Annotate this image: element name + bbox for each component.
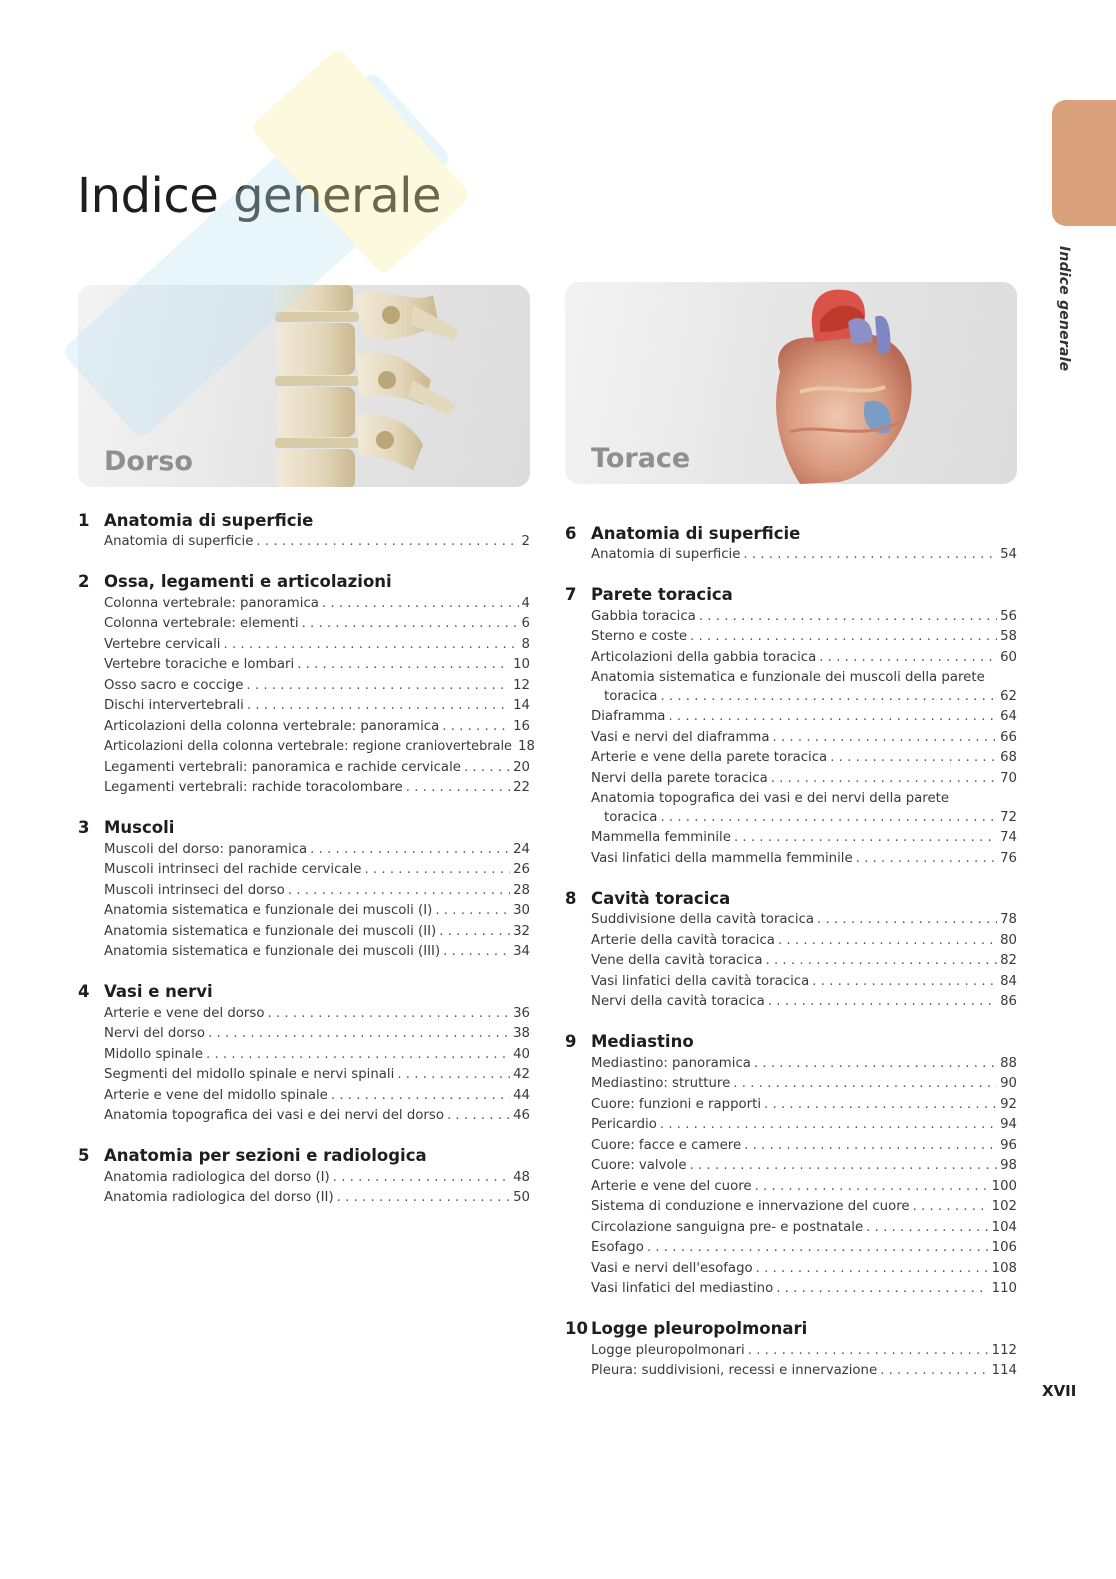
banner-title: Torace xyxy=(591,443,691,474)
dot-leader xyxy=(310,840,510,861)
entry-page: 2 xyxy=(521,534,530,549)
toc-entry[interactable] xyxy=(104,614,530,635)
entry-title: Logge pleuropolmonari xyxy=(591,1342,745,1358)
chapter-number: 9 xyxy=(565,1032,577,1051)
toc-entry[interactable] xyxy=(591,789,1017,828)
dot-leader xyxy=(690,1156,998,1177)
entry-title: Anatomia di superficie xyxy=(591,547,741,562)
toc-entry[interactable] xyxy=(591,748,1017,769)
entry-title: Suddivisione della cavità toracica xyxy=(591,912,815,927)
chapter-number: 3 xyxy=(78,818,90,837)
entry-page: 70 xyxy=(1000,770,1017,786)
chapter-number: 7 xyxy=(565,585,577,604)
dot-leader xyxy=(464,758,510,779)
toc-entry[interactable] xyxy=(104,696,530,717)
entry-page: 34 xyxy=(513,944,530,959)
entry-page: 32 xyxy=(513,923,530,939)
dot-leader xyxy=(880,1361,988,1382)
toc-entry[interactable] xyxy=(591,972,1017,993)
toc-entry[interactable] xyxy=(104,1065,530,1086)
entry-title: Articolazioni della colonna vertebrale: panoramica xyxy=(104,718,440,734)
dot-leader xyxy=(406,778,510,799)
entry-page: 58 xyxy=(1000,629,1017,644)
toc-entry[interactable] xyxy=(104,676,530,697)
toc-entry[interactable] xyxy=(104,594,530,615)
toc-entry[interactable] xyxy=(591,828,1017,849)
entry-page: 50 xyxy=(513,1190,530,1205)
banner-torace xyxy=(565,282,1017,484)
toc-entry[interactable] xyxy=(591,545,1017,566)
chapter xyxy=(78,1144,530,1209)
entry-title: Articolazioni della gabbia toracica xyxy=(591,649,817,665)
toc-right-column xyxy=(565,521,1017,1399)
banner-dorso xyxy=(78,285,530,487)
chapter xyxy=(565,583,1017,870)
entry-page: 86 xyxy=(1000,994,1017,1009)
entry-title: Colonna vertebrale: panoramica xyxy=(104,595,319,611)
entry-page: 60 xyxy=(1000,649,1017,665)
page-title: Indice generale xyxy=(77,168,442,224)
entry-page: 74 xyxy=(1000,830,1017,845)
entry-title: Anatomia radiologica del dorso (II) xyxy=(104,1190,334,1205)
toc-entry[interactable] xyxy=(591,1238,1017,1259)
entry-page: 92 xyxy=(1000,1096,1017,1112)
entry-page: 84 xyxy=(1000,973,1017,989)
toc-entry[interactable] xyxy=(104,1188,530,1209)
dot-leader xyxy=(439,922,510,943)
entry-title: Muscoli intrinseci del rachide cervicale xyxy=(104,862,362,877)
entry-title: Colonna vertebrale: elementi xyxy=(104,616,299,631)
entry-page: 54 xyxy=(1000,547,1017,562)
toc-entry[interactable] xyxy=(591,1136,1017,1157)
dot-leader xyxy=(247,696,510,717)
entry-page: 112 xyxy=(991,1342,1017,1358)
entry-page: 22 xyxy=(513,780,530,795)
chapter-number: 4 xyxy=(78,982,90,1001)
heart-anatomy-icon xyxy=(760,282,930,484)
entry-title: Sterno e coste xyxy=(591,629,688,644)
entry-title: Anatomia radiologica del dorso (I) xyxy=(104,1169,330,1185)
toc-entry[interactable] xyxy=(104,901,530,922)
banner-title: Dorso xyxy=(104,446,193,477)
chapter xyxy=(565,521,1017,566)
toc-entry[interactable] xyxy=(104,758,530,779)
dot-leader xyxy=(267,1004,510,1025)
toc-entry[interactable] xyxy=(104,1106,530,1127)
entry-title: Nervi della parete toracica xyxy=(591,770,768,786)
toc-entry[interactable] xyxy=(591,1218,1017,1239)
toc-entry[interactable] xyxy=(591,1361,1017,1382)
entry-title: Arterie e vene del dorso xyxy=(104,1005,265,1021)
entry-title: Nervi della cavità toracica xyxy=(591,994,765,1009)
entry-page: 62 xyxy=(1000,689,1017,704)
chapter xyxy=(78,508,530,553)
toc-entry[interactable] xyxy=(104,922,530,943)
entry-title: Muscoli del dorso: panoramica xyxy=(104,841,308,857)
entry-title: Vasi linfatici della cavità toracica xyxy=(591,973,810,989)
entry-page: 38 xyxy=(513,1026,530,1041)
dot-leader xyxy=(447,1106,510,1127)
dot-leader xyxy=(690,627,997,648)
dot-leader xyxy=(819,648,997,669)
dot-leader xyxy=(743,545,997,566)
side-tab xyxy=(1052,100,1116,226)
dot-leader xyxy=(768,992,997,1013)
entry-page: 104 xyxy=(991,1219,1017,1235)
entry-title: Cuore: funzioni e rapporti xyxy=(591,1096,762,1112)
entry-page: 4 xyxy=(521,595,530,611)
dot-leader xyxy=(817,910,997,931)
entry-title: Legamenti vertebrali: panoramica e rachide cervicale xyxy=(104,759,461,775)
toc-entry[interactable] xyxy=(104,778,530,799)
toc-entry[interactable] xyxy=(104,1024,530,1045)
entry-page: 114 xyxy=(991,1363,1017,1378)
spine-vertebrae-icon xyxy=(263,285,463,487)
entry-page: 30 xyxy=(513,903,530,918)
dot-leader xyxy=(208,1024,510,1045)
dot-leader xyxy=(660,687,997,707)
entry-title: Nervi del dorso xyxy=(104,1026,206,1041)
toc-entry[interactable] xyxy=(104,840,530,861)
chapter xyxy=(78,980,530,1127)
toc-entry[interactable] xyxy=(591,1177,1017,1198)
entry-title: Anatomia sistematica e funzionale dei muscoli (I) xyxy=(104,903,433,918)
entry-page: 14 xyxy=(513,698,530,713)
dot-leader xyxy=(754,1054,997,1075)
dot-leader xyxy=(256,532,518,553)
dot-leader xyxy=(322,594,519,615)
entry-title: Anatomia sistematica e funzionale dei muscoli della parete xyxy=(591,670,985,685)
entry-title: Pleura: suddivisioni, recessi e innervazione xyxy=(591,1363,878,1378)
entry-title: Vertebre toraciche e lombari xyxy=(104,657,295,672)
entry-page: 90 xyxy=(1000,1076,1017,1091)
chapter xyxy=(565,1030,1017,1300)
entry-page: 48 xyxy=(513,1169,530,1185)
dot-leader xyxy=(224,635,519,656)
dot-leader xyxy=(773,728,998,749)
chapter xyxy=(565,1317,1017,1382)
chapter-number: 8 xyxy=(565,888,577,908)
entry-page: 76 xyxy=(1000,850,1017,866)
dot-leader xyxy=(764,1095,997,1116)
toc-entry[interactable] xyxy=(104,860,530,881)
dot-leader xyxy=(435,901,510,922)
toc-entry[interactable] xyxy=(591,951,1017,972)
chapter xyxy=(78,816,530,963)
toc-entry[interactable] xyxy=(591,1115,1017,1136)
entry-page: 102 xyxy=(991,1199,1017,1214)
entry-page: 106 xyxy=(991,1240,1017,1255)
entry-page: 94 xyxy=(1000,1117,1017,1132)
toc-entry[interactable] xyxy=(591,648,1017,669)
entry-title: Vasi e nervi del diaframma xyxy=(591,729,770,745)
entry-page: 72 xyxy=(1000,810,1017,825)
toc-entry[interactable] xyxy=(591,1197,1017,1218)
toc-entry[interactable] xyxy=(104,1004,530,1025)
toc-left-column xyxy=(78,508,535,1226)
dot-leader xyxy=(647,1238,989,1259)
dot-leader xyxy=(660,808,997,828)
dot-leader xyxy=(364,860,510,881)
entry-page: 42 xyxy=(513,1067,530,1082)
entry-page: 44 xyxy=(513,1087,530,1103)
entry-page: 100 xyxy=(991,1178,1017,1194)
entry-page: 108 xyxy=(991,1260,1017,1276)
toc-entry[interactable] xyxy=(104,635,530,656)
entry-page: 16 xyxy=(513,718,530,734)
dot-leader xyxy=(331,1086,510,1107)
entry-title: Mediastino: panoramica xyxy=(591,1055,751,1071)
entry-title: Legamenti vertebrali: rachide toracolombare xyxy=(104,780,403,795)
dot-leader xyxy=(699,607,997,628)
entry-title: Vertebre cervicali xyxy=(104,636,221,652)
chapter-number: 10 xyxy=(565,1319,588,1338)
chapter-number: 5 xyxy=(78,1146,90,1165)
toc-entry[interactable] xyxy=(104,1086,530,1107)
toc-entry[interactable] xyxy=(591,627,1017,648)
entry-title: Vene della cavità toracica xyxy=(591,953,763,968)
dot-leader xyxy=(734,828,997,849)
entry-title-continued: toracica xyxy=(604,810,658,825)
dot-leader xyxy=(766,951,998,972)
entry-title: Segmenti del midollo spinale e nervi spinali xyxy=(104,1067,395,1082)
entry-title: Dischi intervertebrali xyxy=(104,698,244,713)
dot-leader xyxy=(668,707,997,728)
dot-leader xyxy=(913,1197,989,1218)
toc-entry[interactable] xyxy=(591,1095,1017,1116)
dot-leader xyxy=(246,676,510,697)
entry-title: Arterie e vene della parete toracica xyxy=(591,750,828,765)
toc-entry[interactable] xyxy=(591,1279,1017,1300)
dot-leader xyxy=(755,1177,989,1198)
entry-page: 82 xyxy=(1000,953,1017,968)
dot-leader xyxy=(830,748,997,769)
entry-title: Vasi linfatici della mammella femminile xyxy=(591,850,853,866)
dot-leader xyxy=(337,1188,510,1209)
dot-leader xyxy=(660,1115,997,1136)
entry-page: 56 xyxy=(1000,608,1017,624)
dot-leader xyxy=(771,769,997,790)
entry-title: Mammella femminile xyxy=(591,830,731,845)
dot-leader xyxy=(778,931,997,952)
toc-entry[interactable] xyxy=(591,769,1017,790)
entry-title: Gabbia toracica xyxy=(591,608,696,624)
toc-entry[interactable] xyxy=(591,1074,1017,1095)
toc-entry[interactable] xyxy=(591,931,1017,952)
entry-title: Vasi linfatici del mediastino xyxy=(591,1281,774,1296)
toc-entry[interactable] xyxy=(591,607,1017,628)
entry-title: Circolazione sanguigna pre- e postnatale xyxy=(591,1219,864,1235)
toc-entry[interactable] xyxy=(104,942,530,963)
entry-page: 98 xyxy=(1000,1158,1017,1173)
toc-entry[interactable] xyxy=(591,707,1017,728)
toc-entry[interactable] xyxy=(591,992,1017,1013)
chapter xyxy=(78,570,535,799)
dot-leader xyxy=(302,614,519,635)
entry-page: 96 xyxy=(1000,1137,1017,1153)
entry-page: 24 xyxy=(513,841,530,857)
entry-page: 26 xyxy=(513,862,530,877)
chapter-title: Logge pleuropolmonari xyxy=(591,1319,808,1338)
toc-entry[interactable] xyxy=(591,1054,1017,1075)
entry-page: 12 xyxy=(513,677,530,693)
entry-title: Articolazioni della colonna vertebrale: regione craniovertebrale xyxy=(104,739,512,754)
chapter-number: 6 xyxy=(565,523,577,543)
entry-page: 110 xyxy=(991,1281,1017,1296)
entry-page: 8 xyxy=(521,636,530,652)
entry-title: Cuore: facce e camere xyxy=(591,1137,742,1153)
entry-title: Anatomia sistematica e funzionale dei muscoli (III) xyxy=(104,944,441,959)
toc-entry[interactable] xyxy=(104,881,530,902)
entry-page: 36 xyxy=(513,1005,530,1021)
toc-entry[interactable] xyxy=(591,668,1017,707)
entry-page: 88 xyxy=(1000,1055,1017,1071)
toc-entry[interactable] xyxy=(591,1156,1017,1177)
side-tab-label: Indice generale xyxy=(1056,246,1072,372)
toc-entry[interactable] xyxy=(104,717,530,738)
chapter-number: 1 xyxy=(78,510,90,530)
toc-entry[interactable] xyxy=(104,1045,530,1066)
entry-title: Midollo spinale xyxy=(104,1046,204,1062)
dot-leader xyxy=(866,1218,988,1239)
dot-leader xyxy=(733,1074,997,1095)
dot-leader xyxy=(776,1279,988,1300)
entry-title: Arterie della cavità toracica xyxy=(591,932,775,948)
chapter-title: Muscoli xyxy=(104,818,175,837)
entry-page: 6 xyxy=(521,616,530,631)
dot-leader xyxy=(756,1259,989,1280)
dot-leader xyxy=(812,972,997,993)
entry-page: 46 xyxy=(513,1108,530,1123)
entry-title: Vasi e nervi dell'esofago xyxy=(591,1260,753,1276)
entry-title: Diaframma xyxy=(591,709,666,724)
entry-title: Cuore: valvole xyxy=(591,1158,687,1173)
entry-page: 40 xyxy=(513,1046,530,1062)
toc-entry[interactable] xyxy=(104,737,535,758)
toc-entry[interactable] xyxy=(591,1341,1017,1362)
chapter-title: Parete toracica xyxy=(591,585,733,604)
chapter xyxy=(565,886,1017,1013)
dot-leader xyxy=(333,1168,510,1189)
dot-leader xyxy=(442,717,510,738)
dot-leader xyxy=(206,1045,510,1066)
entry-title: Osso sacro e coccige xyxy=(104,677,244,693)
dot-leader xyxy=(856,849,997,870)
entry-page: 68 xyxy=(1000,750,1017,765)
chapter-title: Anatomia di superficie xyxy=(104,510,314,530)
entry-title: Muscoli intrinseci del dorso xyxy=(104,882,285,898)
entry-page: 28 xyxy=(513,882,530,898)
dot-leader xyxy=(443,942,510,963)
entry-page: 20 xyxy=(513,759,530,775)
chapter-title: Anatomia di superficie xyxy=(591,523,801,543)
dot-leader xyxy=(288,881,510,902)
dot-leader xyxy=(397,1065,510,1086)
toc-entry[interactable] xyxy=(104,655,530,676)
entry-title: Arterie e vene del midollo spinale xyxy=(104,1087,328,1103)
entry-title: Pericardio xyxy=(591,1117,657,1132)
entry-title-continued: toracica xyxy=(604,689,658,704)
toc-entry[interactable] xyxy=(591,1259,1017,1280)
chapter-title: Ossa, legamenti e articolazioni xyxy=(104,572,392,591)
page-number: XVII xyxy=(1042,1382,1077,1400)
chapter-title: Cavità toracica xyxy=(591,888,731,908)
chapter-title: Vasi e nervi xyxy=(104,982,213,1001)
dot-leader xyxy=(297,655,510,676)
chapter-title: Anatomia per sezioni e radiologica xyxy=(104,1146,427,1165)
entry-title: Mediastino: strutture xyxy=(591,1076,731,1091)
toc-entry[interactable] xyxy=(104,1168,530,1189)
entry-title: Anatomia sistematica e funzionale dei muscoli (II) xyxy=(104,923,437,939)
toc-entry[interactable] xyxy=(591,728,1017,749)
entry-title: Anatomia di superficie xyxy=(104,534,254,549)
chapter-number: 2 xyxy=(78,572,90,591)
toc-entry[interactable] xyxy=(104,532,530,553)
entry-page: 18 xyxy=(517,739,535,754)
dot-leader xyxy=(744,1136,997,1157)
entry-page: 78 xyxy=(1000,912,1017,927)
chapter-title: Mediastino xyxy=(591,1032,694,1051)
entry-title: Arterie e vene del cuore xyxy=(591,1178,752,1194)
entry-page: 66 xyxy=(1000,729,1017,745)
entry-title: Anatomia topografica dei vasi e dei nervi del dorso xyxy=(104,1108,444,1123)
entry-page: 80 xyxy=(1000,932,1017,948)
entry-title: Anatomia topografica dei vasi e dei nervi della parete xyxy=(591,791,950,806)
entry-title: Sistema di conduzione e innervazione del cuore xyxy=(591,1199,910,1214)
entry-title: Esofago xyxy=(591,1240,644,1255)
dot-leader xyxy=(748,1341,989,1362)
entry-page: 64 xyxy=(1000,709,1017,724)
entry-page: 10 xyxy=(513,657,530,672)
toc-entry[interactable] xyxy=(591,910,1017,931)
toc-entry[interactable] xyxy=(591,849,1017,870)
